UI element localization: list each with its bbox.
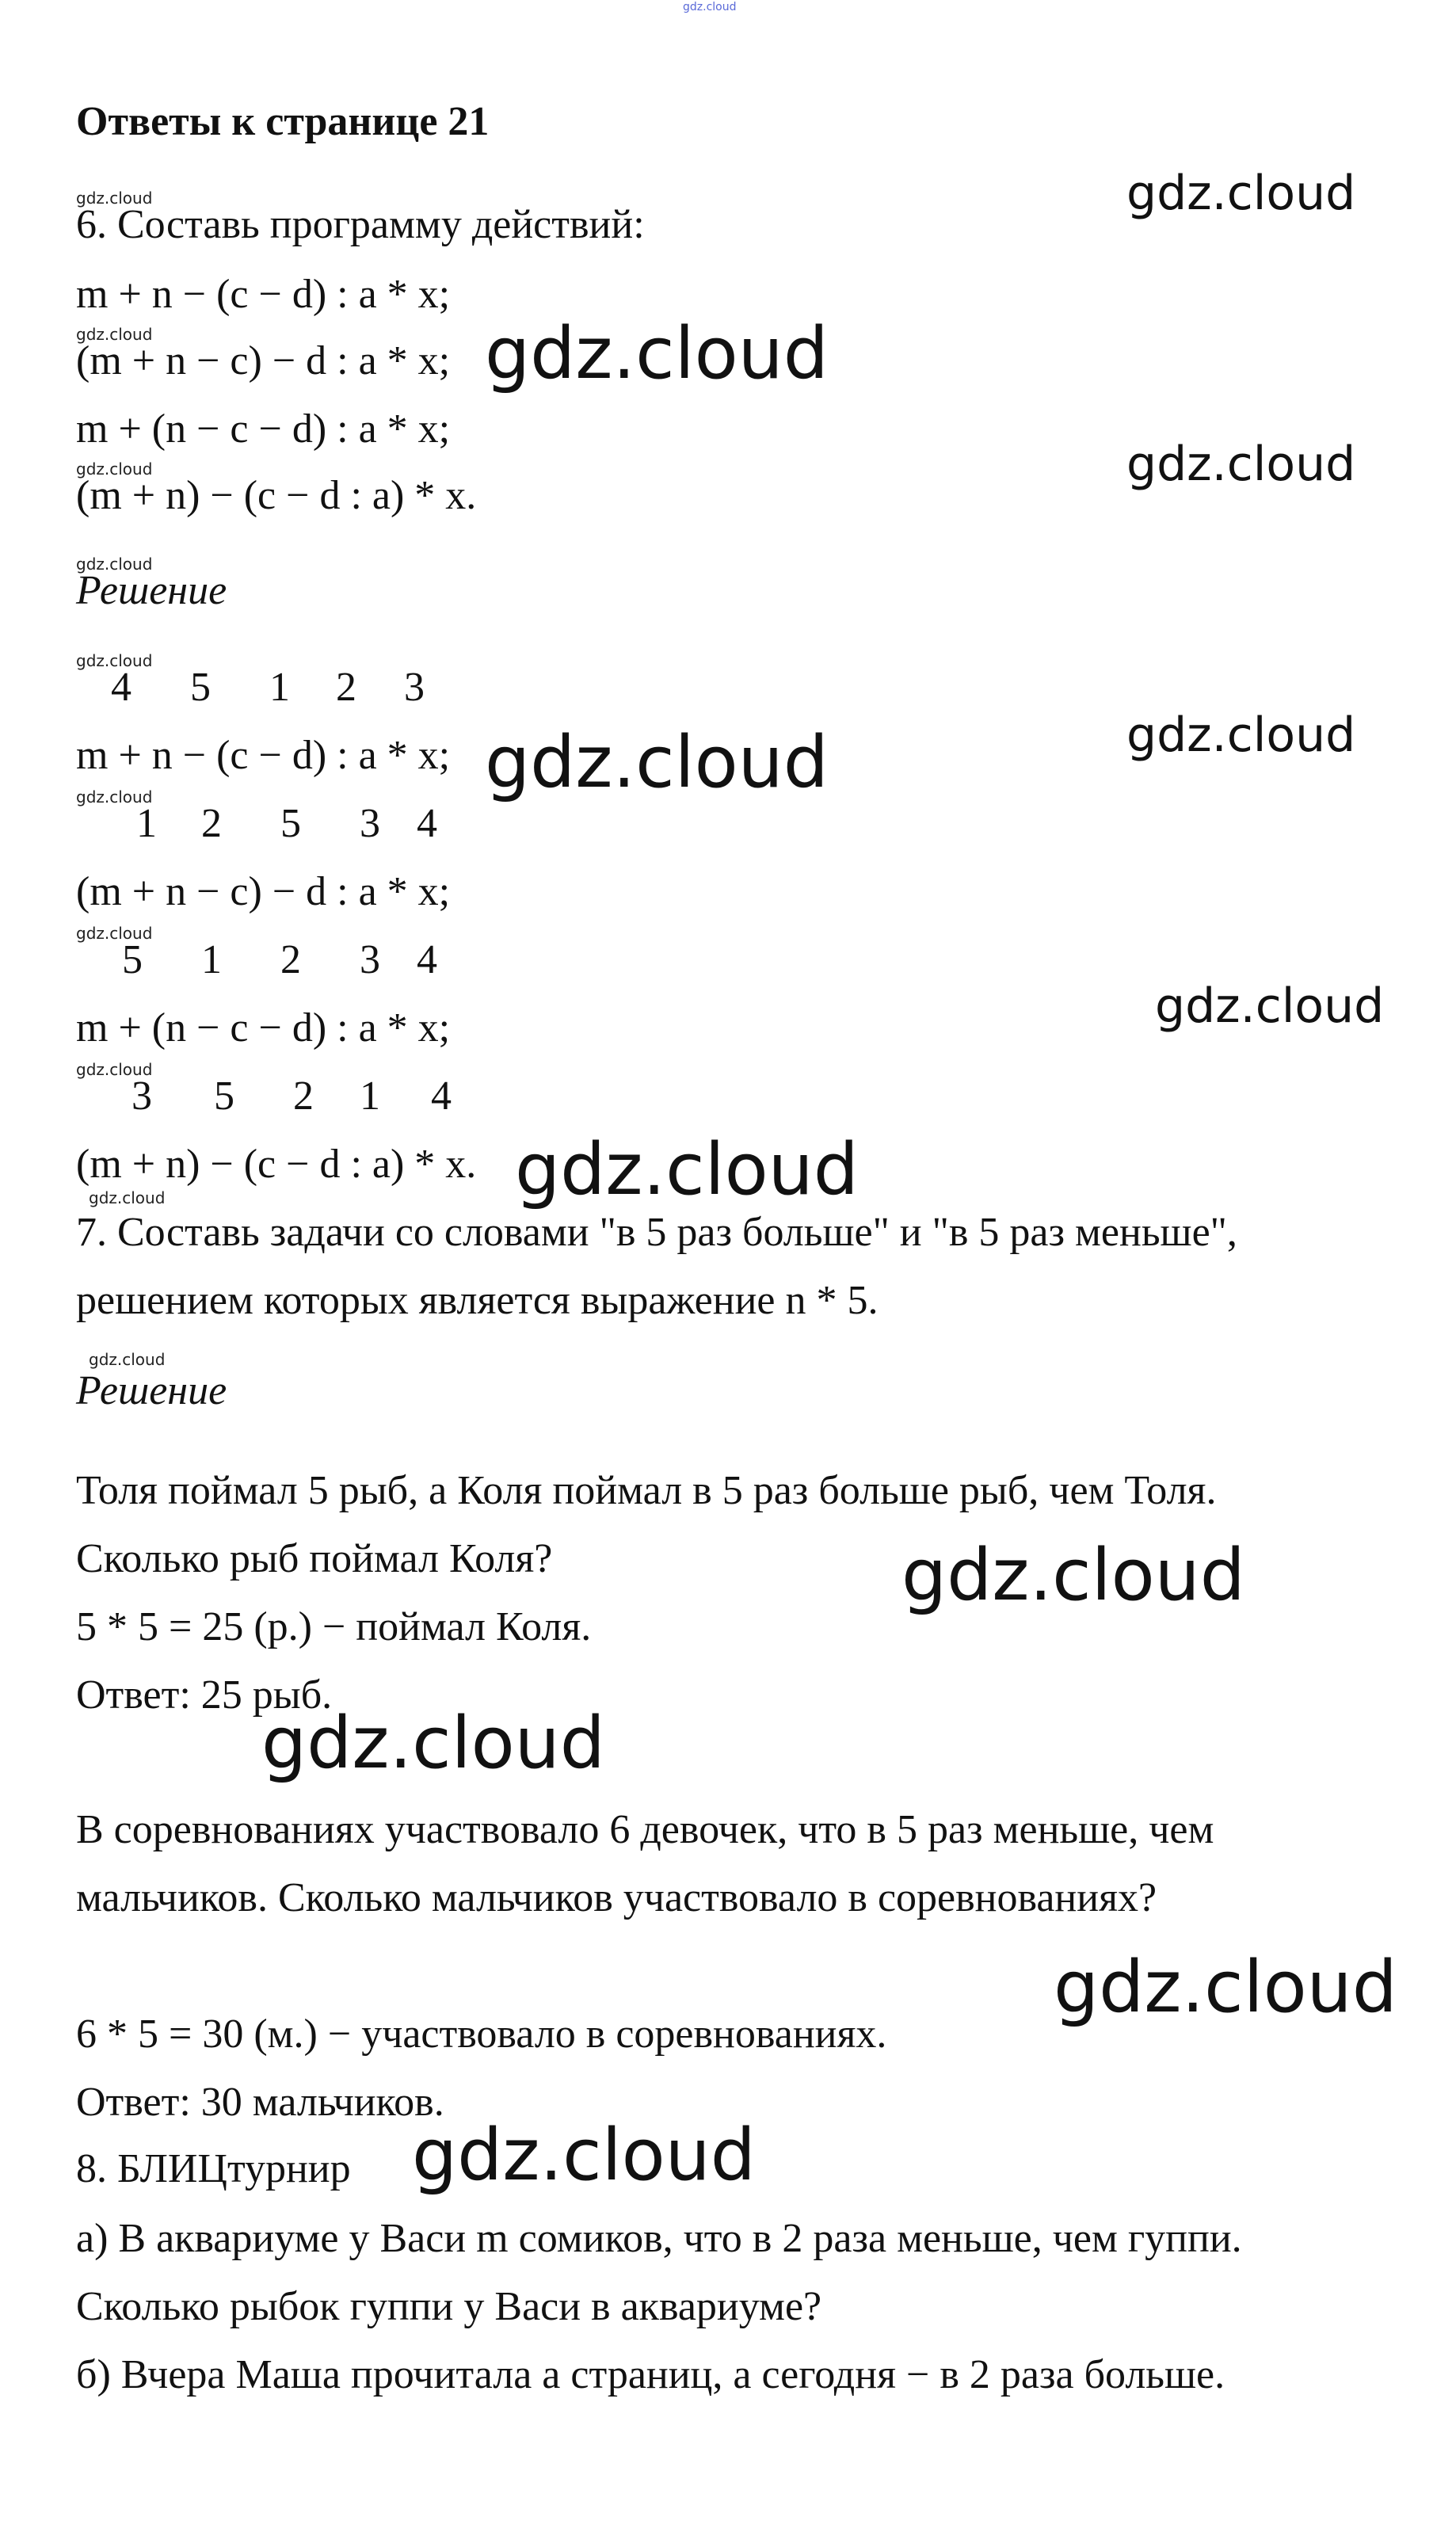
solution-expression-1: m + n − (c − d) : a * x;	[76, 733, 451, 778]
small-watermark: gdz.cloud	[76, 189, 153, 208]
order-number: 2	[293, 1073, 314, 1119]
task6-heading: 6. Составь программу действий:	[76, 202, 645, 247]
order-number: 1	[269, 665, 290, 710]
small-watermark: gdz.cloud	[76, 459, 153, 479]
task8-line2: Сколько рыбок гуппи у Васи в аквариуме?	[76, 2284, 822, 2329]
problem2-line3: 6 * 5 = 30 (м.) − участвовало в соревнованиях.	[76, 2011, 887, 2057]
small-watermark: gdz.cloud	[76, 924, 153, 943]
order-number: 1	[360, 1073, 380, 1119]
small-watermark: gdz.cloud	[89, 1350, 166, 1369]
problem2-line2: мальчиков. Сколько мальчиков участвовало в соревнованиях?	[76, 1875, 1157, 1920]
task8-line1: а) В аквариуме у Васи m сомиков, что в 2 раза меньше, чем гуппи.	[76, 2216, 1242, 2261]
problem1-answer: Ответ: 25 рыб.	[76, 1672, 333, 1718]
task6-expression-2: (m + n − c) − d : a * x;	[76, 338, 451, 383]
task6-expression-1: m + n − (c − d) : a * x;	[76, 272, 451, 317]
solution-expression-2: (m + n − c) − d : a * x;	[76, 869, 451, 914]
problem1-line2: Сколько рыб поймал Коля?	[76, 1536, 553, 1581]
order-number: 3	[360, 801, 380, 846]
task7-heading-line1: 7. Составь задачи со словами "в 5 раз больше" и "в 5 раз меньше",	[76, 1210, 1237, 1255]
watermark: gdz.cloud	[412, 2114, 756, 2197]
order-number: 5	[122, 937, 143, 982]
watermark: gdz.cloud	[485, 312, 829, 395]
solution-expression-4: (m + n) − (c − d : a) * x.	[76, 1142, 477, 1187]
task6-solution-label: Решение	[76, 568, 227, 613]
watermark: gdz.cloud	[1126, 707, 1356, 763]
watermark: gdz.cloud	[1054, 1946, 1397, 2029]
problem2-line1: В соревнованиях участвовало 6 девочек, что в 5 раз меньше, чем	[76, 1807, 1214, 1852]
watermark: gdz.cloud	[485, 721, 829, 804]
small-watermark: gdz.cloud	[76, 1060, 153, 1079]
order-number: 4	[431, 1073, 452, 1119]
small-watermark: gdz.cloud	[76, 555, 153, 574]
watermark: gdz.cloud	[515, 1128, 859, 1211]
small-watermark: gdz.cloud	[89, 1188, 166, 1207]
order-number: 1	[136, 801, 157, 846]
problem2-answer: Ответ: 30 мальчиков.	[76, 2080, 444, 2125]
solution-expression-3: m + (n − c − d) : a * x;	[76, 1005, 451, 1051]
small-watermark: gdz.cloud	[76, 787, 153, 807]
watermark: gdz.cloud	[901, 1534, 1245, 1617]
watermark: gdz.cloud	[1155, 978, 1385, 1034]
order-number: 2	[336, 665, 356, 710]
order-number: 1	[201, 937, 222, 982]
order-number: 2	[201, 801, 222, 846]
problem1-line3: 5 * 5 = 25 (р.) − поймал Коля.	[76, 1604, 592, 1649]
order-number: 4	[111, 665, 131, 710]
top-watermark: gdz.cloud	[683, 1, 737, 13]
order-number: 2	[280, 937, 301, 982]
task7-heading-line2: решением которых является выражение n * 5.	[76, 1278, 879, 1323]
order-number: 5	[190, 665, 211, 710]
task6-expression-3: m + (n − c − d) : a * x;	[76, 406, 451, 452]
order-number: 3	[404, 665, 425, 710]
small-watermark: gdz.cloud	[76, 651, 153, 670]
page-title: Ответы к странице 21	[76, 99, 490, 144]
order-number: 5	[280, 801, 301, 846]
problem1-line1: Толя поймал 5 рыб, а Коля поймал в 5 раз больше рыб, чем Толя.	[76, 1468, 1217, 1513]
small-watermark: gdz.cloud	[76, 325, 153, 344]
task8-heading: 8. БЛИЦтурнир	[76, 2146, 351, 2191]
watermark: gdz.cloud	[1126, 166, 1356, 221]
task8-line3: б) Вчера Маша прочитала a страниц, а сегодня − в 2 раза больше.	[76, 2352, 1225, 2397]
watermark: gdz.cloud	[261, 1702, 605, 1785]
watermark: gdz.cloud	[1126, 437, 1356, 492]
order-number: 4	[417, 801, 437, 846]
order-number: 5	[214, 1073, 234, 1119]
task7-solution-label: Решение	[76, 1368, 227, 1413]
order-number: 4	[417, 937, 437, 982]
task6-expression-4: (m + n) − (c − d : a) * x.	[76, 473, 477, 518]
order-number: 3	[131, 1073, 152, 1119]
order-number: 3	[360, 937, 380, 982]
